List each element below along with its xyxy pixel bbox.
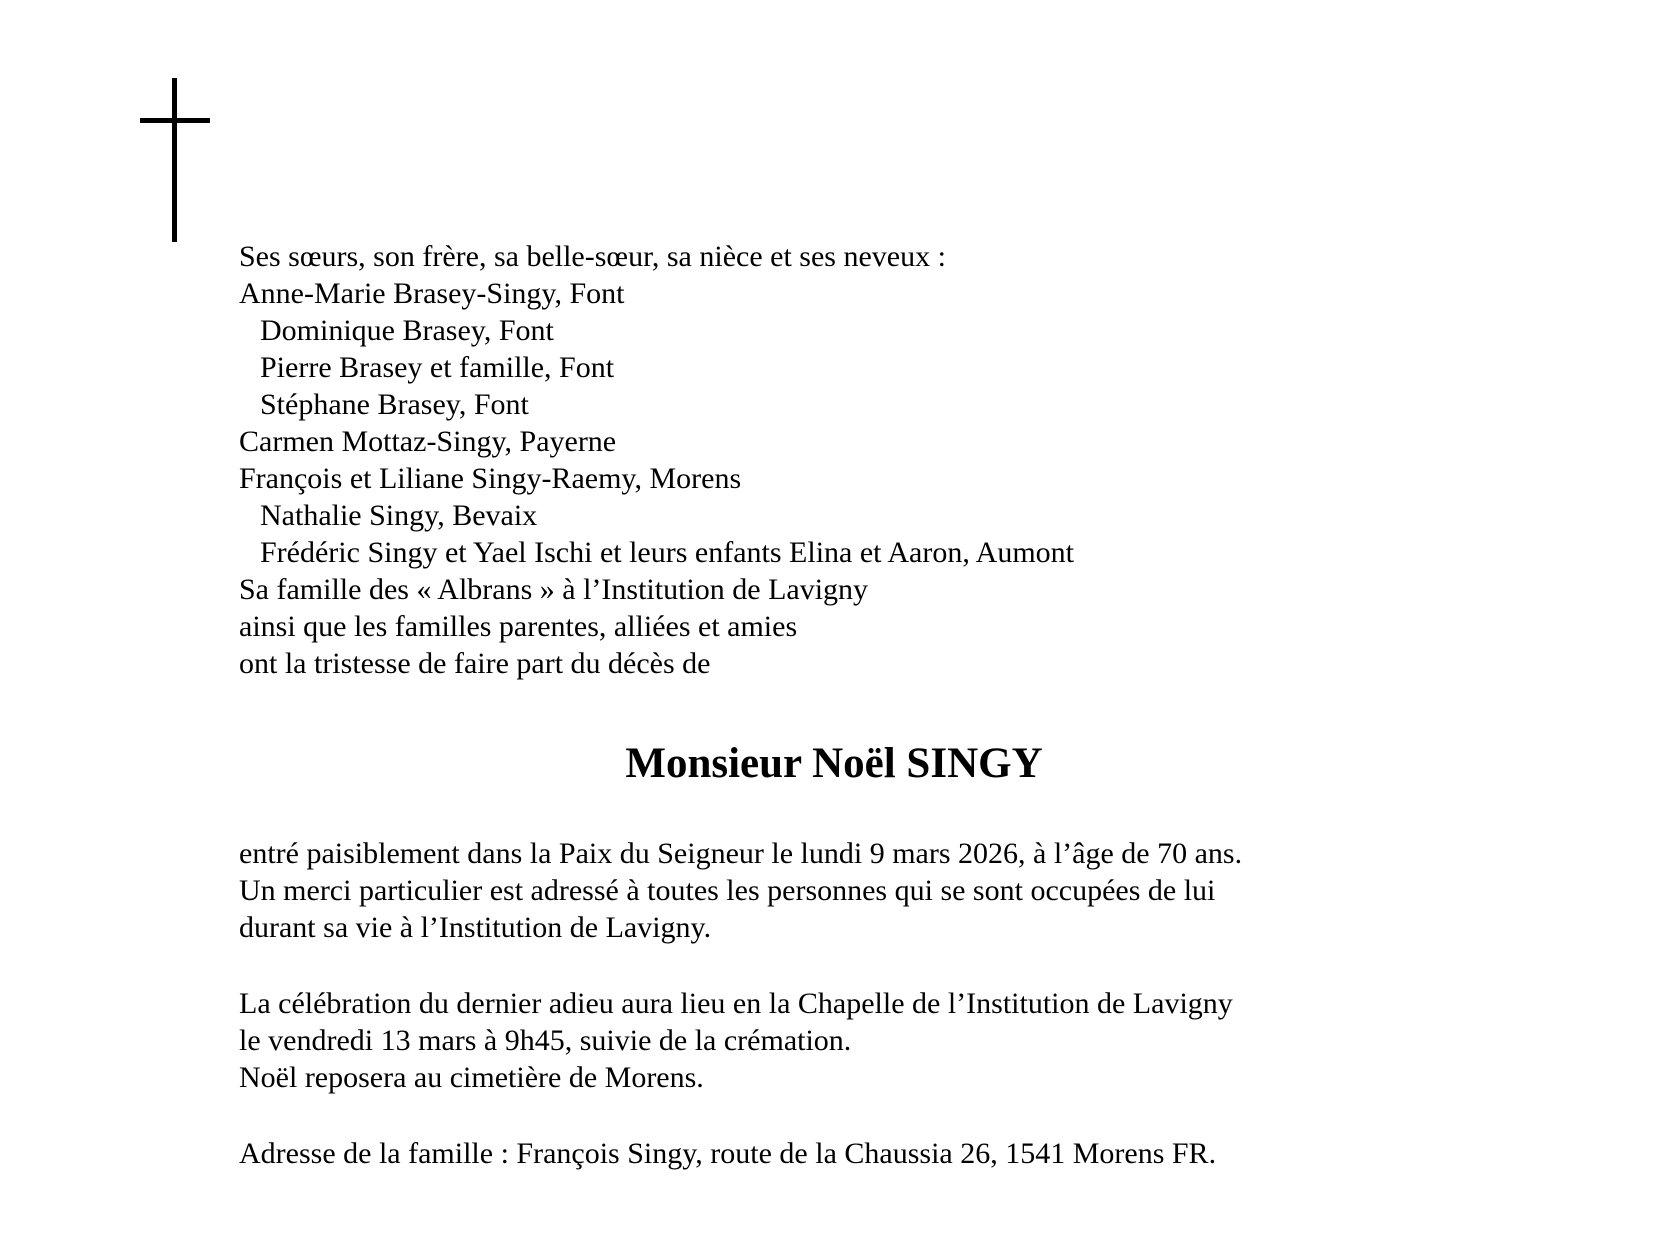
family-line: Pierre Brasey et famille, Font (260, 351, 615, 384)
deceased-name: Monsieur Noël SINGY (625, 740, 1043, 787)
ceremony-paragraph-line: La célébration du dernier adieu aura lieu en la Chapelle de l’Institution de Lavigny (239, 987, 1233, 1020)
death-paragraph (239, 835, 1429, 946)
family-address-line: Adresse de la famille : François Singy, route de la Chaussia 26, 1541 Morens FR. (239, 1137, 1217, 1170)
family-list (239, 238, 1429, 682)
family-line: Dominique Brasey, Font (260, 314, 554, 347)
cross-vertical-bar (172, 78, 177, 242)
deceased-name-title (239, 740, 1429, 788)
family-line: Sa famille des « Albrans » à l’Institution de Lavigny (239, 573, 869, 606)
family-line: Frédéric Singy et Yael Ischi et leurs enfants Elina et Aaron, Aumont (260, 536, 1074, 569)
family-line: Carmen Mottaz-Singy, Payerne (239, 425, 617, 458)
death-paragraph-line: entré paisiblement dans la Paix du Seigneur le lundi 9 mars 2026, à l’âge de 70 ans. (239, 837, 1243, 870)
family-line: ont la tristesse de faire part du décès de (239, 647, 711, 680)
ceremony-paragraph (239, 985, 1429, 1096)
family-line: ainsi que les familles parentes, alliées et amies (239, 610, 798, 643)
ceremony-paragraph-line: Noël reposera au cimetière de Morens. (239, 1061, 704, 1094)
family-line: Nathalie Singy, Bevaix (260, 499, 538, 532)
family-address-block (239, 1135, 1429, 1172)
family-line: Anne-Marie Brasey-Singy, Font (239, 277, 625, 310)
ceremony-paragraph-line: le vendredi 13 mars à 9h45, suivie de la crémation. (239, 1024, 852, 1057)
family-line: François et Liliane Singy-Raemy, Morens (239, 462, 742, 495)
cross-horizontal-bar (140, 118, 210, 123)
family-line: Stéphane Brasey, Font (260, 388, 529, 421)
death-paragraph-line: Un merci particulier est adressé à toutes les personnes qui se sont occupées de lui (239, 874, 1216, 907)
family-line: Ses sœurs, son frère, sa belle-sœur, sa nièce et ses neveux : (239, 240, 946, 273)
death-paragraph-line: durant sa vie à l’Institution de Lavigny. (239, 911, 712, 944)
